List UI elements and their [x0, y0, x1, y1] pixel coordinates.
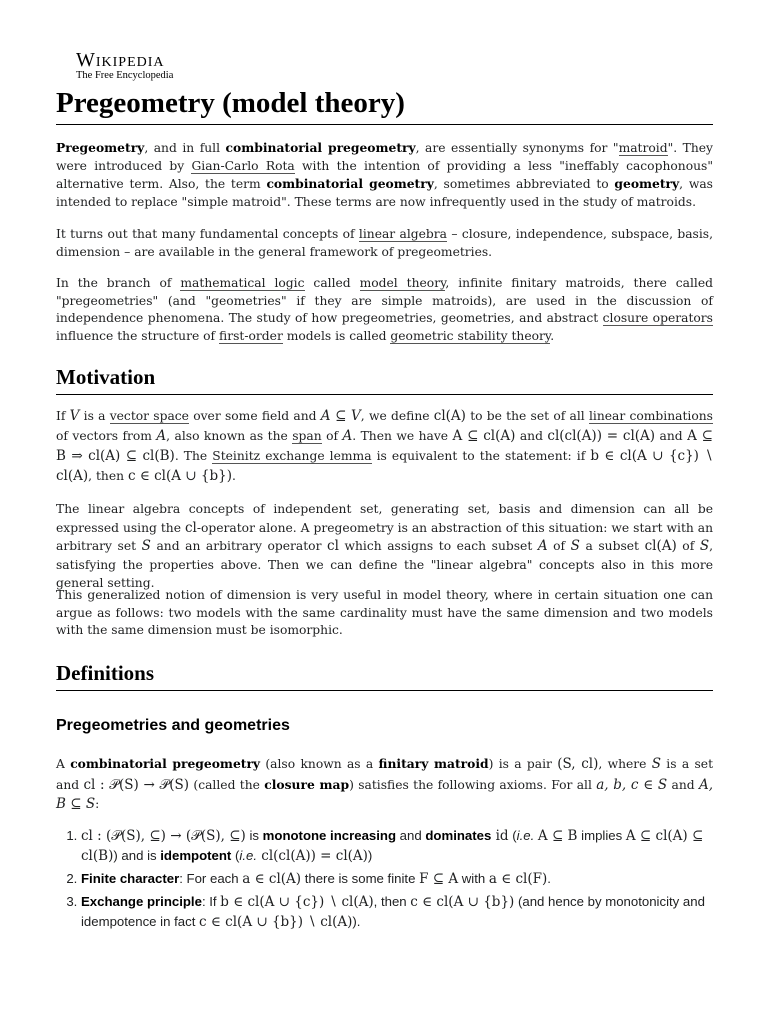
definitions-heading-block — [56, 660, 713, 691]
math-AB-subset-S: A, B ⊆ S — [56, 776, 713, 812]
math-cl-map: cl : 𝒫(S) → 𝒫(S) — [83, 776, 190, 793]
intro-paragraph-1: Pregeometry, and in full combinatorial pregeometry, are essentially synonyms for "matroid". They were introduced by Gian-Carlo Rota with the intention of providing a less "ineffably cacophonous" alternative term. Also, the term combinatorial geometry, sometimes abbreviated to geometry, was intended to replace "simple matroid". These terms are now infrequently used in the study of matroids. — [56, 140, 714, 209]
link-model-theory[interactable]: model theory — [359, 276, 446, 290]
math-cl-order: cl : (𝒫(S), ⊆) → (𝒫(S), ⊆) — [81, 828, 246, 844]
math-A-2: A — [342, 428, 353, 444]
definitions-paragraph-1-block — [56, 754, 713, 815]
section-heading-definitions: Definitions — [56, 660, 713, 691]
math-A: A — [156, 428, 167, 444]
axiom-2: 2. Finite character: For each a ∈ cl(A) there is some finite F ⊆ A with a ∈ cl(F). — [81, 869, 713, 889]
wikipedia-logo[interactable] — [76, 50, 173, 82]
math-exchange-hypothesis: b ∈ cl(A ∪ {c}) ∖ cl(A) — [56, 448, 713, 484]
term-combinatorial-pregeometry: combinatorial pregeometry — [225, 140, 416, 155]
math-S-def: S — [651, 756, 662, 772]
term-exchange-principle: Exchange principle — [81, 894, 202, 909]
term-closure-map: closure map — [264, 776, 350, 792]
math-cl-A: cl(A) — [433, 408, 466, 424]
axioms-block — [56, 826, 713, 935]
math-cl: cl — [184, 519, 197, 536]
motivation-paragraph-2: The linear algebra concepts of independent set, generating set, basis and dimension can all be expressed using the cl-operator alone. A pregeometry is an abstraction of this situation: we start with an arbitrary set S and an arbitrary operator cl which assigns to each subset A of S a subset cl(A) of S, satisfying the properties above. Then we can define the "linear algebra" concepts also in this more general setting. — [56, 502, 713, 590]
intro-paragraph-3-block — [56, 275, 713, 345]
math-S: S — [141, 538, 151, 554]
motivation-paragraph-3-block — [56, 587, 713, 640]
motivation-paragraph-1: If V is a vector space over some field and A ⊆ V, we define cl(A) to be the set of all linear combinations of vectors from A, also known as the span of A. Then we have A ⊆ cl(A) and cl(cl(A)) = cl(A) and A ⊆ B ⇒ cl(A) ⊆ cl(B). The Steinitz exchange lemma is equivalent to the statement: if b ∈ cl(A ∪ {c}) ∖ cl(A), then c ∈ cl(A ∪ {b}). — [56, 408, 713, 484]
link-matroid[interactable]: matroid — [618, 141, 668, 155]
term-finite-character: Finite character — [81, 871, 180, 886]
link-gian-carlo-rota[interactable]: Gian-Carlo Rota — [191, 158, 295, 173]
math-abc-in-S: a, b, c ∈ S — [596, 776, 668, 793]
logo-wordmark: Wikipedia — [76, 49, 165, 71]
subsection-heading-pregeometries-and-geometries: Pregeometries and geometries — [56, 717, 290, 734]
math-A-3: A — [537, 538, 548, 554]
link-mathematical-logic[interactable]: mathematical logic — [180, 276, 305, 290]
term-monotone-increasing: monotone increasing — [262, 828, 397, 843]
term-dominates: dominates — [425, 828, 492, 843]
link-linear-combinations[interactable]: linear combinations — [588, 409, 713, 423]
subheading-block — [56, 716, 713, 736]
intro-section — [56, 139, 713, 211]
logo-tagline: The Free Encyclopedia — [76, 70, 174, 81]
term-combinatorial-pregeometry-def: combinatorial pregeometry — [70, 756, 261, 771]
math-exchange-conclusion: c ∈ cl(A ∪ {b}) — [127, 468, 232, 484]
math-pair: (S, cl) — [557, 756, 599, 772]
definitions-paragraph-1: A combinatorial pregeometry (also known as a finitary matroid) is a pair (S, cl), where S is a set and cl : 𝒫(S) → 𝒫(S) (called the closure map) satisfies the following axioms. For all a, b, c ∈ S and A, B ⊆ S: — [56, 756, 714, 812]
term-finitary-matroid: finitary matroid — [378, 756, 489, 771]
intro-paragraph-2-block — [56, 226, 713, 261]
page-title: Pregeometry (model theory) — [56, 84, 713, 125]
math-V: V — [69, 408, 80, 424]
math-cl-2: cl — [327, 538, 339, 554]
link-vector-space[interactable]: vector space — [109, 409, 189, 423]
section-heading-motivation: Motivation — [56, 364, 713, 395]
math-cl-idempotent: cl(cl(A)) = cl(A) — [547, 428, 656, 444]
term-pregeometry: Pregeometry — [56, 140, 145, 155]
math-monotone: A ⊆ B ⇒ cl(A) ⊆ cl(B) — [56, 428, 713, 464]
intro-paragraph-2: It turns out that many fundamental concepts of linear algebra – closure, independence, subspace, basis, dimension – are available in the general framework of pregeometries. — [56, 227, 713, 259]
link-linear-algebra[interactable]: linear algebra — [358, 227, 448, 241]
motivation-paragraph-3: This generalized notion of dimension is very useful in model theory, where in certain situation one can argue as follows: two models with the same cardinality must have the same dimension and two models with the same dimension must be isomorphic. — [56, 588, 713, 638]
link-closure-operators[interactable]: closure operators — [602, 311, 713, 326]
math-S-2: S — [570, 538, 580, 554]
link-geometric-stability-theory[interactable]: geometric stability theory — [390, 328, 551, 343]
axiom-3: 3. Exchange principle: If b ∈ cl(A ∪ {c}) ∖ cl(A), then c ∈ cl(A ∪ {b}) (and hence by monotonicity and idempotence in fact c ∈ cl(A ∪ {b}) ∖ cl(A)). — [81, 892, 713, 932]
term-combinatorial-geometry: combinatorial geometry — [266, 176, 434, 192]
math-cl-A-2: cl(A) — [644, 538, 677, 554]
motivation-heading-block — [56, 364, 713, 395]
math-S-3: S — [699, 538, 710, 554]
motivation-paragraph-1-block — [56, 406, 713, 486]
math-A-subset-clA: A ⊆ cl(A) — [452, 428, 516, 444]
link-first-order[interactable]: first-order — [219, 328, 283, 343]
term-geometry: geometry — [614, 176, 680, 192]
link-span[interactable]: span — [292, 429, 322, 443]
term-idempotent: idempotent — [160, 848, 232, 863]
link-steinitz-exchange-lemma[interactable]: Steinitz exchange lemma — [212, 449, 372, 463]
axioms-list — [56, 826, 713, 932]
motivation-paragraph-2-block — [56, 500, 713, 593]
axiom-1: 1. cl : (𝒫(S), ⊆) → (𝒫(S), ⊆) is monotone increasing and dominates id (i.e. A ⊆ B implies A ⊆ cl(A) ⊆ cl(B)) and is idempotent (i.e. cl(cl(A)) = cl(A)) — [81, 826, 713, 866]
math-A-subset-V: A ⊆ V — [320, 408, 361, 424]
intro-paragraph-3: In the branch of mathematical logic called model theory, infinite finitary matroids, there called "pregeometries" (and "geometries" if they are simple matroids), are used in the discussion of independence phenomena. The study of how pregeometries, geometries, and abstract closure operators influence the structure of first-order models is called geometric stability theory. — [56, 276, 713, 343]
